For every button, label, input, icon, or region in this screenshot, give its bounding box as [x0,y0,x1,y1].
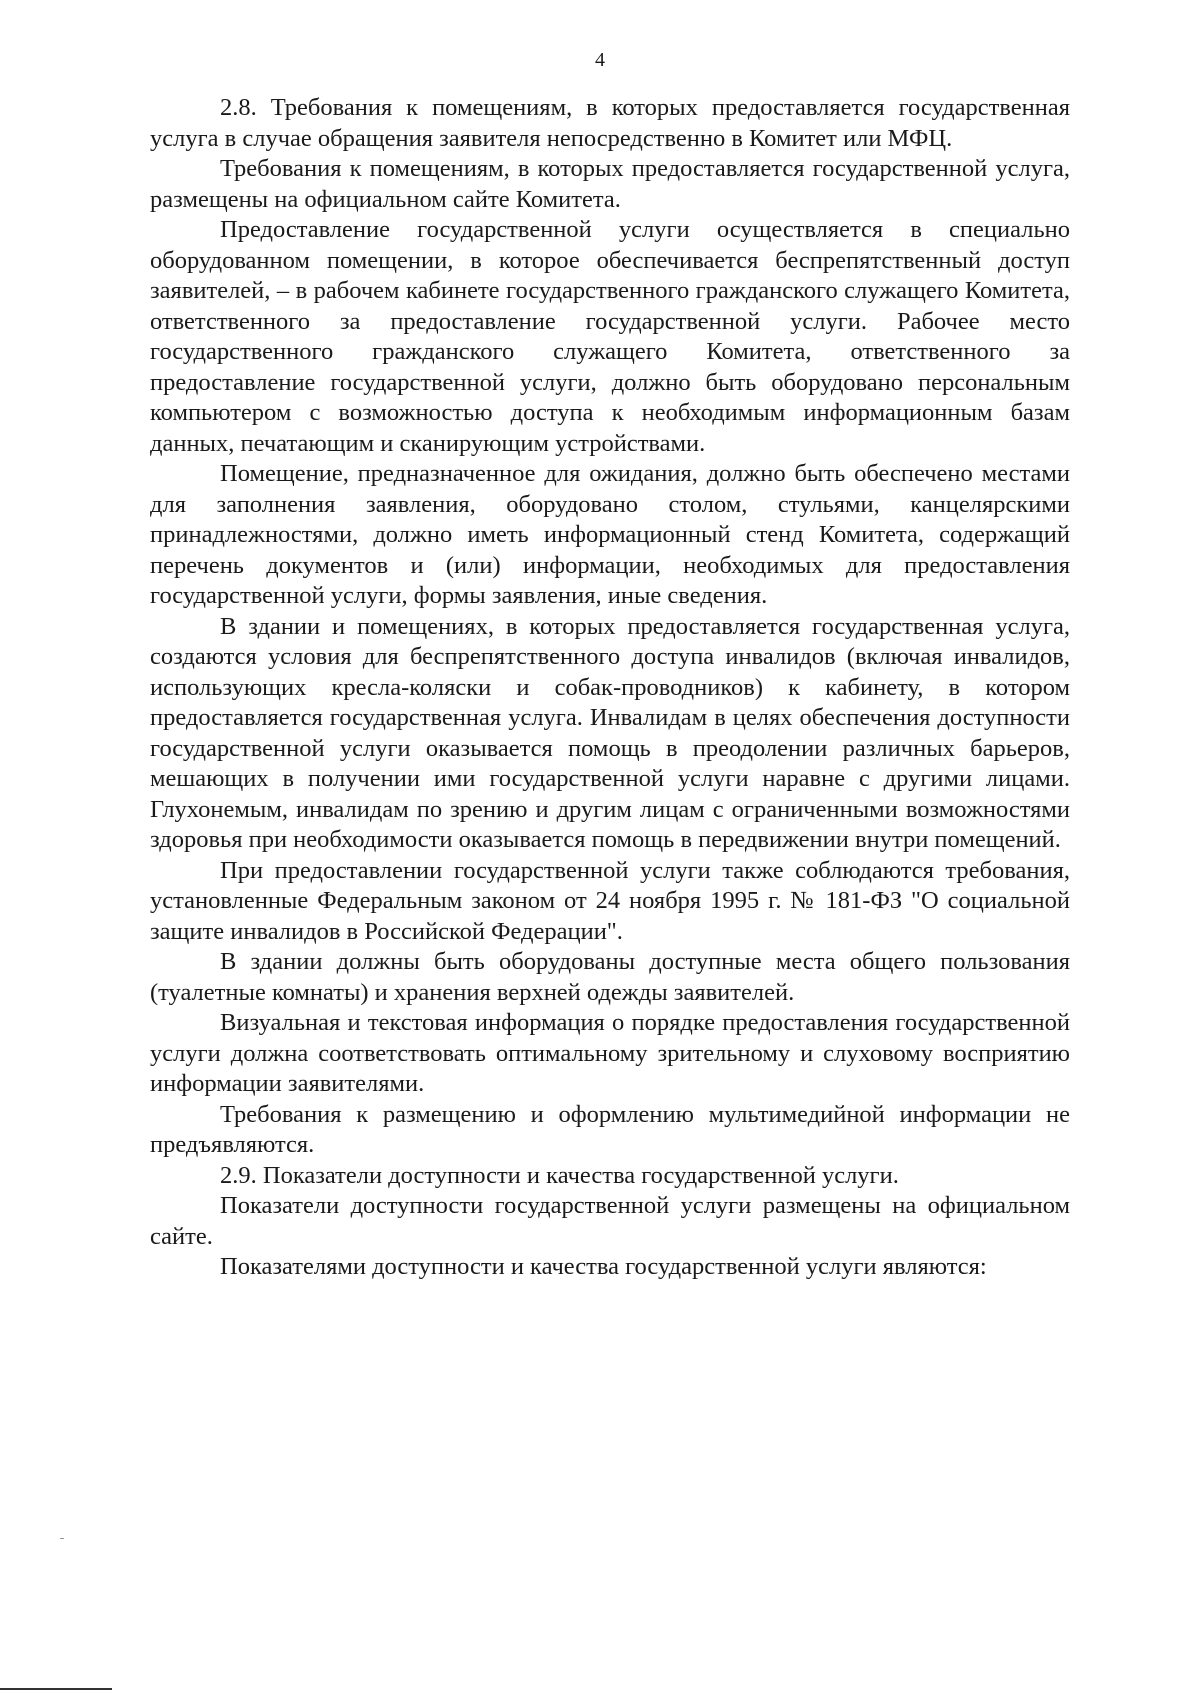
scan-mark [60,1538,64,1539]
paragraph-multimedia: Требования к размещению и оформлению мультимедийной информации не предъявляются. [150,1100,1070,1158]
paragraph-disabled-access: В здании и помещениях, в которых предоставляется государственная услуга, создаются условия для беспрепятственного доступа инвалидов (включая инвалидов, использующих кресла-коляски и собак-проводников) к кабинету, в котором предоставляется государственная услуга. Инвалидам в целях обеспечения доступности государственной услуги оказывается помощь в преодолении различных барьеров, мешающих в получении ими государственной услуги наравне с другими лицами. Глухонемым, инвалидам по зрению и другим лицам с ограниченными возможностями здоровья при необходимости оказывается помощь в передвижении внутри помещений. [150,612,1070,853]
paragraph-federal-law: При предоставлении государственной услуги также соблюдаются требования, установленные Федеральным законом от 24 ноября 1995 г. № 181-ФЗ "О социальной защите инвалидов в Российской Федерации". [150,856,1070,945]
paragraph-public-facilities: В здании должны быть оборудованы доступные места общего пользования (туалетные комнаты) и хранения верхней одежды заявителей. [150,948,1070,1006]
paragraph-service-premises: Предоставление государственной услуги осуществляется в специально оборудованном помещении, в которое обеспечивается беспрепятственный доступ заявителей, – в рабочем кабинете государственного гражданского служащего Комитета, ответственного за предоставление государственной услуги. Рабочее место государственного гражданского служащего Комитета, ответственного за предоставление государственной услуги, должно быть оборудовано персональным компьютером с возможностью доступа к необходимым информационным базам данных, печатающим и сканирующим устройствами. [150,216,1070,457]
paragraph-2-9-heading: 2.9. Показатели доступности и качества государственной услуги. [220,1161,899,1189]
paragraph-requirements-site: Требования к помещениям, в которых предоставляется государственной услуга, размещены на официальном сайте Комитета. [150,155,1070,213]
paragraph-indicators-list: Показателями доступности и качества государственной услуги являются: [220,1253,987,1280]
paragraph-2-8-heading: 2.8. Требования к помещениям, в которых предоставляется государственная услуга в случае обращения заявителя непосредственно в Комитет или МФЦ. [150,94,1070,152]
footer-rule [0,1688,112,1690]
page-number: 4 [595,49,605,71]
paragraph-indicators-site: Показатели доступности государственной услуги размещены на официальном сайте. [150,1192,1070,1250]
paragraph-visual-info: Визуальная и текстовая информация о порядке предоставления государственной услуги должна соответствовать оптимальному зрительному и слуховому восприятию информации заявителями. [150,1009,1070,1097]
paragraph-waiting-room: Помещение, предназначенное для ожидания, должно быть обеспечено местами для заполнения заявления, оборудовано столом, стульями, канцелярскими принадлежностями, должно иметь информационный стенд Комитета, содержащий перечень документов и (или) информации, необходимых для предоставления государственной услуги, формы заявления, иные сведения. [150,460,1070,609]
document-body [150,93,1070,1283]
